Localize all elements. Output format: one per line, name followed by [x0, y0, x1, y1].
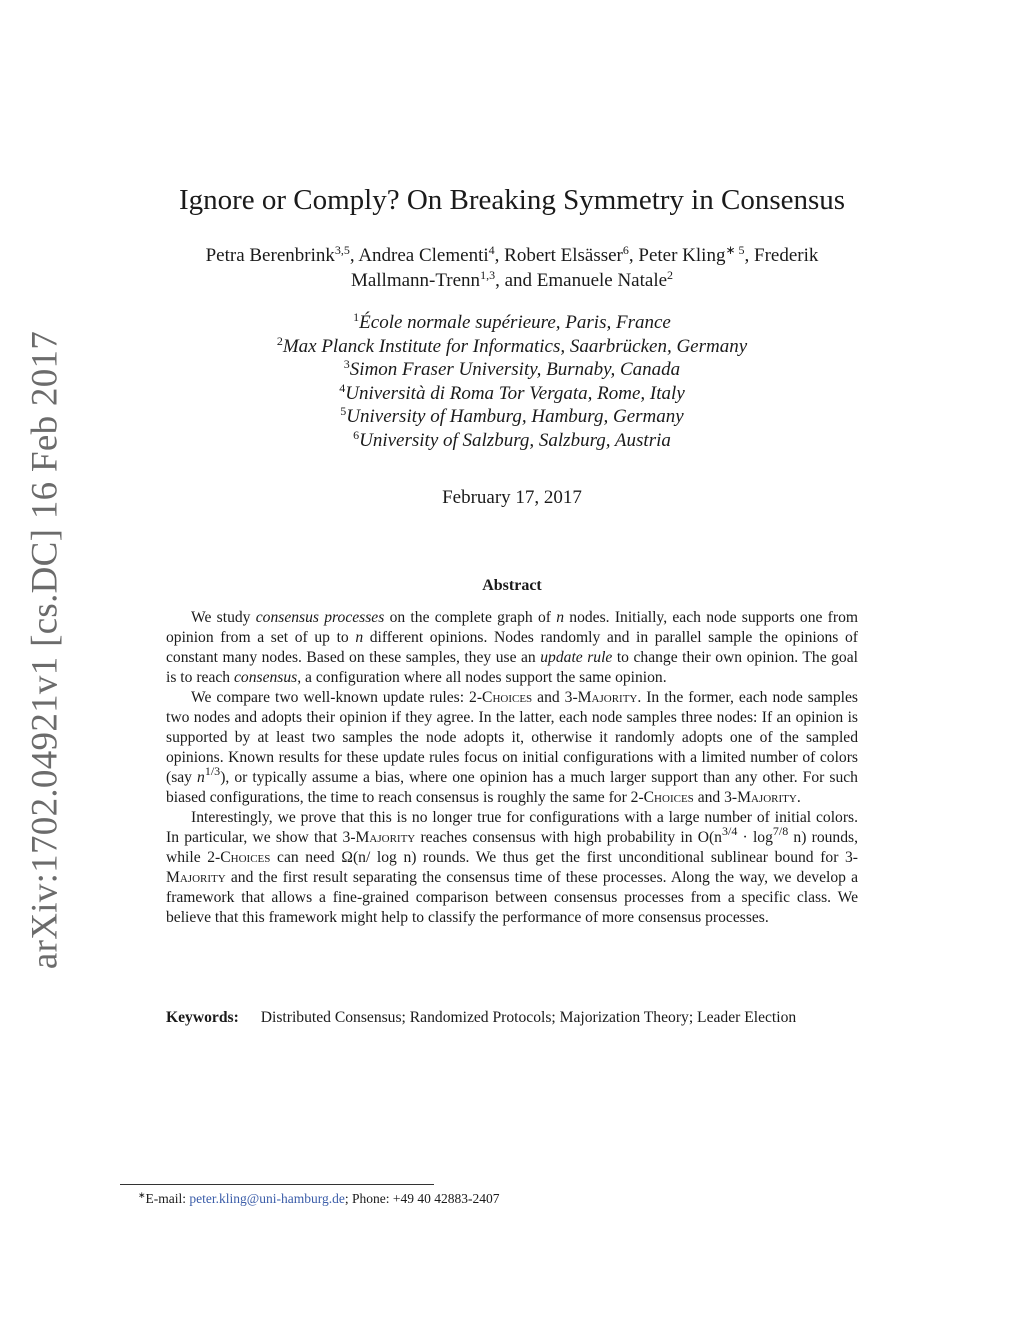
abstract-paragraph: We study consensus processes on the complete graph of n nodes. Initially, each node supports one from opinion from a set of up to n different opinions. Nodes randomly and in parallel sample the opinions of constant many nodes. Based on these samples, they use an update rule to change their own opinion. The goal is to reach consensus, a configuration where all nodes support the same opinion. — [166, 609, 858, 686]
abstract-paragraph: Interestingly, we prove that this is no longer true for configurations with a large number of initial colors. In particular, we show that 3-Majority reaches consensus with high probability in $O(n^{3/4} \cdot \log^{7/8} n)$ rounds, while 2-Choices can need Ω(n/ log n) rounds. We thus get the first unconditional sublinear bound for 3-Majority and the first result separating the consensus time of these processes. Along the way, we develop a framework that allows a fine-grained comparison between consensus processes from a specific class. We believe that this framework might help to classify the performance of more consensus processes. — [166, 809, 859, 926]
keywords-block — [166, 1008, 858, 1028]
affiliation: $^3$Simon Fraser University, Burnaby, Canada — [343, 357, 681, 380]
affiliation-list — [0, 311, 1024, 452]
keywords-label: Keywords: — [166, 1009, 239, 1026]
author-name: Mallmann-Trenn — [350, 270, 481, 291]
paper-title: Ignore or Comply? On Breaking Symmetry in Consensus — [178, 184, 846, 216]
email-link[interactable]: peter.kling@uni-hamburg.de — [189, 1191, 345, 1206]
footnote-rule — [120, 1184, 434, 1185]
abstract-heading: Abstract — [482, 577, 542, 594]
affiliation: $^5$University of Hamburg, Hamburg, Germany — [340, 404, 684, 427]
affiliation: $^1$École normale supérieure, Paris, France — [353, 310, 671, 333]
footnote: ∗E-mail: peter.kling@uni-hamburg.de; Phone: +49 40 42883-2407 — [138, 1190, 500, 1206]
keywords-text: Distributed Consensus; Randomized Protocols; Majorization Theory; Leader Election — [260, 1009, 797, 1026]
paper-date: February 17, 2017 — [442, 487, 582, 508]
author-name: Frederik — [754, 245, 819, 266]
affiliation: $^6$University of Salzburg, Salzburg, Austria — [353, 427, 671, 451]
affiliation: $^4$Università di Roma Tor Vergata, Rome, Italy — [339, 380, 685, 404]
author-name: Petra Berenbrink — [205, 245, 335, 266]
phone-number: +49 40 42883-2407 — [392, 1191, 500, 1206]
abstract-body — [166, 608, 858, 928]
arxiv-identifier: arXiv:1702.04921v1 [cs.DC] 16 Feb 2017 — [24, 330, 66, 970]
author-name: Emanuele Natale — [536, 270, 668, 291]
author-list: Petra Berenbrink$^{3,5}$, Andrea Clementi$^4$, Robert Elsässer$^6$, Peter Kling$^{∗ 5}$, Frederik Mallmann-Trenn$^{1,3}$, and Emanuele Natale$^2$ — [205, 243, 819, 291]
author-name: Peter Kling — [638, 245, 726, 266]
author-name: Robert Elsässer — [504, 245, 623, 266]
abstract-paragraph: We compare two well-known update rules: 2-Choices and 3-Majority. In the former, each node samples two nodes and adopts their opinion if they agree. In the latter, each node samples three nodes: If an opinion is supported by at least two samples the node adopts it, otherwise it randomly adopts one of the sampled opinions. Known results for these update rules focus on initial configurations with a limited number of colors (say $n^{1/3}$), or typically assume a bias, where one opinion has a much larger support than any other. For such biased configurations, the time to reach consensus is roughly the same for 2-Choices and 3-Majority. — [166, 689, 858, 806]
affiliation: $^2$Max Planck Institute for Informatics, Saarbrücken, Germany — [276, 333, 748, 357]
author-name: Andrea Clementi — [358, 245, 489, 266]
